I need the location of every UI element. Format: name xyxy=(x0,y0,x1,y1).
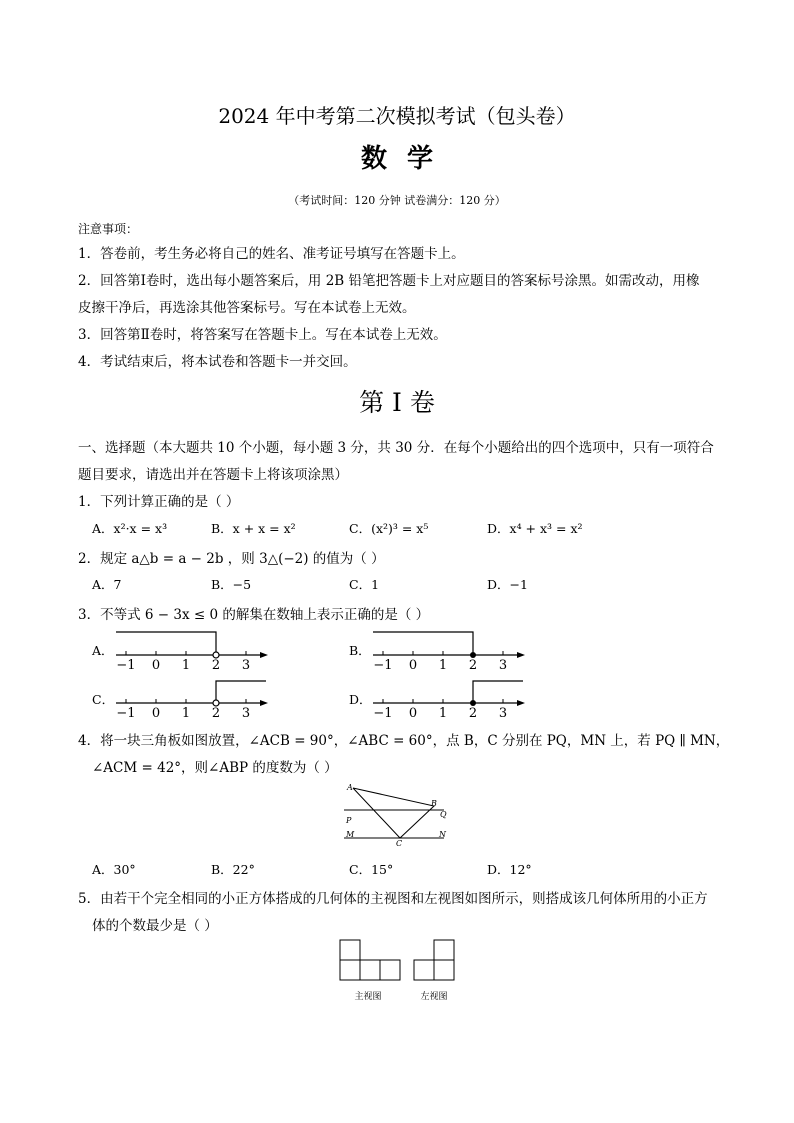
q5-views-figure xyxy=(336,936,466,1006)
section-instruction: 题目要求，请选出并在答题卡上将该项涂黑） xyxy=(78,467,348,483)
tick-label: 0 xyxy=(408,658,418,670)
tick-label: 2 xyxy=(468,658,478,670)
tick-label: 1 xyxy=(181,658,191,670)
note-item: 2．回答第Ⅰ卷时，选出每小题答案后，用 2B 铅笔把答题卡上对应题目的答案标号涂黑。如需改动，用橡 xyxy=(78,273,700,289)
exam-title: 2024 年中考第二次模拟考试（包头卷） xyxy=(218,104,576,128)
q4-triangle-figure xyxy=(340,780,452,846)
q1-option-a: A．x²·x = x³ xyxy=(92,521,168,536)
main-view-caption: 主视图 xyxy=(354,992,382,1002)
q3-option-a: A． xyxy=(92,643,114,658)
q2-option-d: D．−1 xyxy=(487,577,528,592)
note-item: 1．答卷前，考生务必将自己的姓名、准考证号填写在答题卡上。 xyxy=(78,246,465,262)
q2-option-b: B．−5 xyxy=(211,577,252,592)
tick-label: −1 xyxy=(116,706,136,720)
figure-label: B xyxy=(431,799,437,808)
tick-label: −1 xyxy=(373,706,393,720)
q1-option-d: D．x⁴ + x³ = x² xyxy=(487,521,583,536)
exam-info: （考试时间：120 分钟 试卷满分：120 分） xyxy=(288,194,506,207)
figure-label: P xyxy=(346,816,352,825)
tick-label: 0 xyxy=(151,658,161,670)
question-2-stem: 2．规定 a△b = a − 2b ，则 3△(−2) 的值为（ ） xyxy=(78,551,385,567)
tick-label: 3 xyxy=(241,658,251,670)
tick-label: 1 xyxy=(438,658,448,670)
figure-label: C xyxy=(396,839,403,846)
figure-label: Q xyxy=(440,810,447,819)
tick-label: 1 xyxy=(438,706,448,720)
tick-label: 0 xyxy=(151,706,161,720)
tick-label: 2 xyxy=(468,706,478,720)
tick-label: 0 xyxy=(408,706,418,720)
q2-option-a: A．7 xyxy=(92,577,122,592)
tick-label: 3 xyxy=(241,706,251,720)
question-4-stem-cont: ∠ACM = 42°，则∠ABP 的度数为（ ） xyxy=(92,760,338,776)
note-item: 4．考试结束后，将本试卷和答题卡一并交回。 xyxy=(78,354,357,370)
note-item: 3．回答第Ⅱ卷时，将答案写在答题卡上。写在本试卷上无效。 xyxy=(78,327,447,343)
q1-option-b: B．x + x = x² xyxy=(211,521,296,536)
q3-numberline-b xyxy=(369,628,529,670)
q3-numberline-c xyxy=(112,678,272,720)
section-title: 第 I 卷 xyxy=(359,388,435,417)
q2-option-c: C．1 xyxy=(349,577,380,592)
tick-label: 1 xyxy=(181,706,191,720)
q4-option-a: A．30° xyxy=(92,862,136,877)
question-3-stem: 3．不等式 6 − 3x ≤ 0 的解集在数轴上表示正确的是（ ） xyxy=(78,607,430,623)
figure-label: M xyxy=(346,830,355,839)
q4-option-d: D．12° xyxy=(487,862,532,877)
q3-option-b: B． xyxy=(349,643,371,658)
question-1-stem: 1．下列计算正确的是（ ） xyxy=(78,494,240,510)
subject-title: 数学 xyxy=(360,144,453,174)
tick-label: 2 xyxy=(211,658,221,670)
question-4-stem: 4．将一块三角板如图放置，∠ACB = 90°，∠ABC = 60°，点 B，C 分别在 PQ，MN 上，若 PQ ∥ MN， xyxy=(78,733,730,749)
q4-option-c: C．15° xyxy=(349,862,394,877)
main-view xyxy=(340,940,400,980)
question-5-stem-cont: 体的个数最少是（ ） xyxy=(92,918,218,934)
note-item: 皮擦干净后，再选涂其他答案标号。写在本试卷上无效。 xyxy=(78,300,416,316)
section-instruction: 一、选择题（本大题共 10 个小题，每小题 3 分，共 30 分．在每个小题给出的四个选项中，只有一项符合 xyxy=(78,440,714,456)
q3-option-c: C． xyxy=(92,692,115,707)
q3-numberline-d xyxy=(369,678,529,720)
q1-option-c: C．(x²)³ = x⁵ xyxy=(349,521,429,536)
tick-label: −1 xyxy=(373,658,393,670)
q4-option-b: B．22° xyxy=(211,862,255,877)
q3-numberline-a xyxy=(112,628,272,670)
tick-label: −1 xyxy=(116,658,136,670)
question-5-stem: 5．由若干个完全相同的小正方体搭成的几何体的主视图和左视图如图所示，则搭成该几何体所用的小正方 xyxy=(78,891,708,907)
figure-label: A xyxy=(347,783,353,792)
tick-label: 2 xyxy=(211,706,221,720)
notes-heading: 注意事项： xyxy=(78,222,139,236)
tick-label: 3 xyxy=(498,658,508,670)
tick-label: 3 xyxy=(498,706,508,720)
q3-option-d: D． xyxy=(349,692,372,707)
figure-label: N xyxy=(439,830,446,839)
left-view-caption: 左视图 xyxy=(420,992,448,1002)
left-view xyxy=(414,940,454,980)
